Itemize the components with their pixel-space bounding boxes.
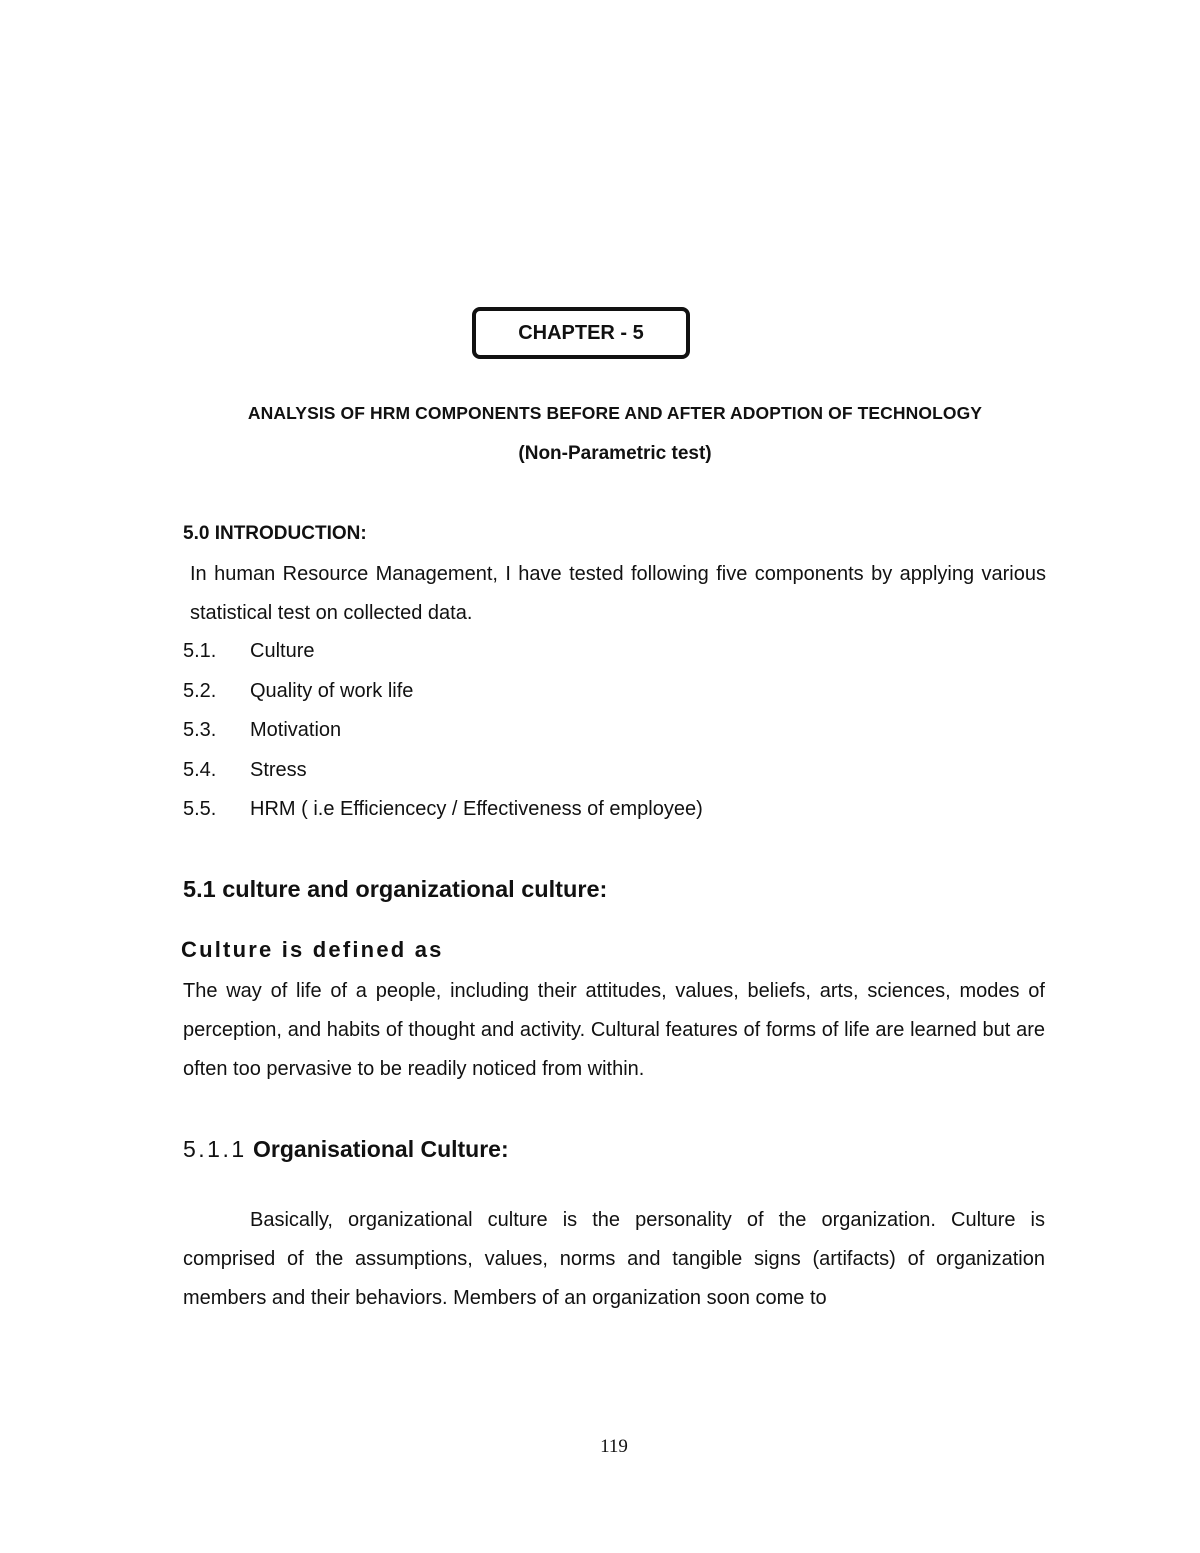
intro-paragraph: In human Resource Management, I have tested following five components by applying various statistical test on collected data. — [190, 563, 1046, 624]
list-item-number: 5.5. — [183, 798, 217, 820]
list-item-label: Stress — [250, 758, 307, 781]
section-5-1-1-title: Organisational Culture: — [253, 1136, 509, 1162]
chapter-subtitle: (Non-Parametric test) — [518, 443, 712, 464]
list-item-number: 5.3. — [183, 719, 217, 741]
list-item-number: 5.4. — [183, 758, 217, 781]
organisational-culture-paragraph: Basically, organizational culture is the personality of the organization. Culture is comprised of the assumptions, values, norms and tangible signs (artifacts) of organization members and their behaviors. Members of an organization soon come to — [183, 1209, 1045, 1309]
intro-heading: 5.0 INTRODUCTION: — [183, 523, 367, 544]
list-item — [183, 711, 703, 751]
chapter-label: CHAPTER - 5 — [518, 321, 644, 344]
chapter-label-box — [472, 307, 690, 359]
list-item-label: HRM ( i.e Efficiencecy / Effectiveness of employee) — [250, 798, 703, 820]
list-item — [183, 751, 703, 791]
component-list — [183, 632, 703, 830]
culture-definition-heading: Culture is defined as — [181, 937, 444, 962]
list-item-number: 5.1. — [183, 640, 217, 662]
page-number: 119 — [600, 1436, 628, 1457]
list-item-label: Motivation — [250, 719, 342, 741]
list-item — [183, 672, 703, 712]
chapter-title: ANALYSIS OF HRM COMPONENTS BEFORE AND AFTER ADOPTION OF TECHNOLOGY — [247, 403, 983, 423]
section-5-1-1-heading — [183, 1136, 509, 1163]
list-item — [183, 790, 703, 830]
list-item-number: 5.2. — [183, 679, 217, 702]
list-item — [183, 632, 703, 672]
culture-definition-paragraph: The way of life of a people, including their attitudes, values, beliefs, arts, sciences, modes of perception, and habits of thought and activity. Cultural features of forms of life are learned but are often too pervasive to be readily noticed from within. — [183, 980, 1045, 1080]
section-5-1-1-number: 5.1.1 — [183, 1136, 247, 1162]
section-5-1-heading: 5.1 culture and organizational culture: — [183, 876, 608, 902]
list-item-label: Culture — [250, 640, 315, 662]
list-item-label: Quality of work life — [250, 679, 414, 702]
